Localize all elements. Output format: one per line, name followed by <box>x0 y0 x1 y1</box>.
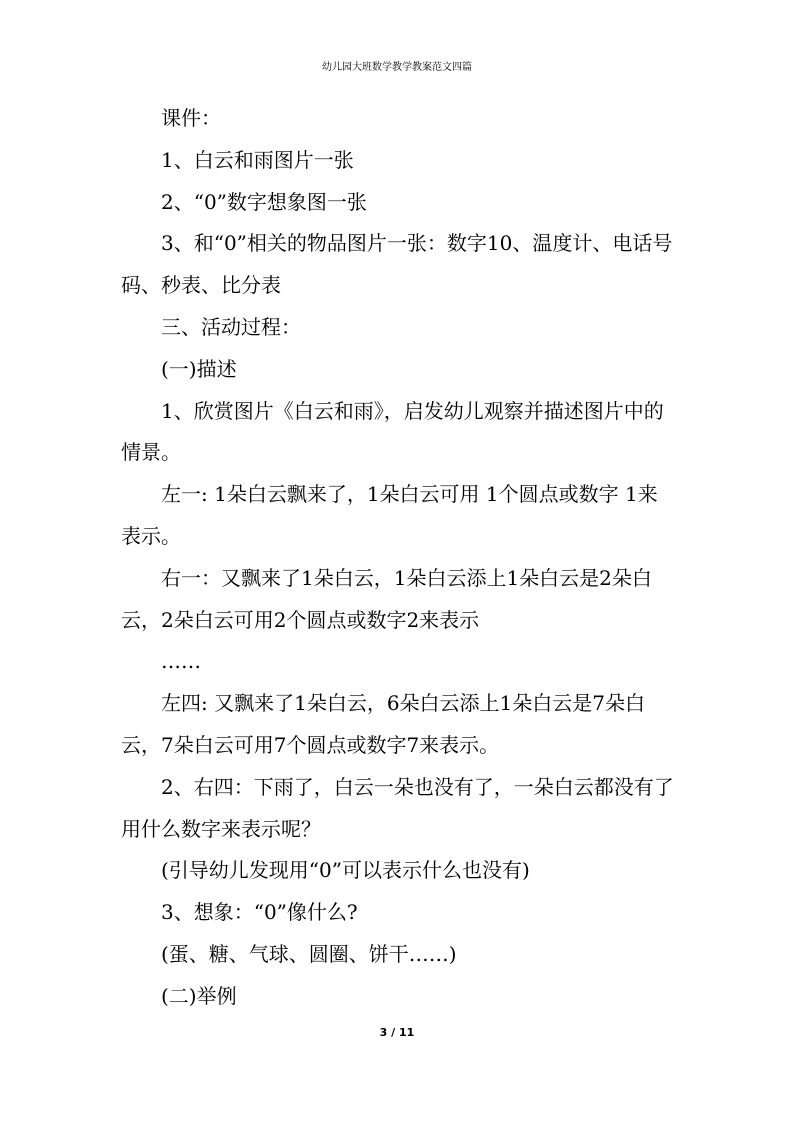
subsection-heading-describe: (一)描述 <box>161 356 237 381</box>
document-title: 幼儿园大班数学教学教案范文四篇 <box>322 62 472 73</box>
paragraph-item-3: 3、和“0”相关的物品图片一张：数字10、温度计、电话号码、秒表、比分表 <box>121 231 673 298</box>
paragraph-item-2: 2、“0”数字想象图一张 <box>161 189 367 214</box>
paragraph-courseware: 课件： <box>161 106 221 130</box>
paragraph-right-four: 2、右四：下雨了，白云一朵也没有了，一朵白云都没有了用什么数字来表示呢？ <box>121 774 674 841</box>
paragraph-guide: (引导幼儿发现用“0”可以表示什么也没有) <box>161 858 530 883</box>
paragraph-left-four: 左四: 又飘来了1朵白云，6朵白云添上1朵白云是7朵白云，7朵白云可用7个圆点或数字7来表示。 <box>121 691 645 757</box>
page-header <box>0 61 794 75</box>
paragraph-left-one: 左一: 1朵白云飘来了，1朵白云可用 1个圆点或数字 1来表示。 <box>121 482 658 548</box>
document-body <box>121 98 677 1018</box>
paragraph-item-1: 1、白云和雨图片一张 <box>161 147 354 172</box>
paragraph-ellipsis: …… <box>161 649 201 674</box>
page-footer <box>0 1026 794 1040</box>
paragraph-examples-list: (蛋、糖、气球、圆圈、饼干……) <box>161 941 457 966</box>
paragraph-appreciate: 1、欣赏图片《白云和雨》，启发幼儿观察并描述图片中的情景。 <box>121 398 664 465</box>
subsection-heading-examples: (二)举例 <box>161 983 237 1008</box>
paragraph-imagine: 3、想象：“0”像什么? <box>161 900 358 925</box>
paragraph-right-one: 右一：又飘来了1朵白云，1朵白云添上1朵白云是2朵白云，2朵白云可用2个圆点或数字2来表示 <box>121 565 652 632</box>
section-heading-activity: 三、活动过程： <box>161 314 301 339</box>
page-number: 3 / 11 <box>379 1026 415 1039</box>
